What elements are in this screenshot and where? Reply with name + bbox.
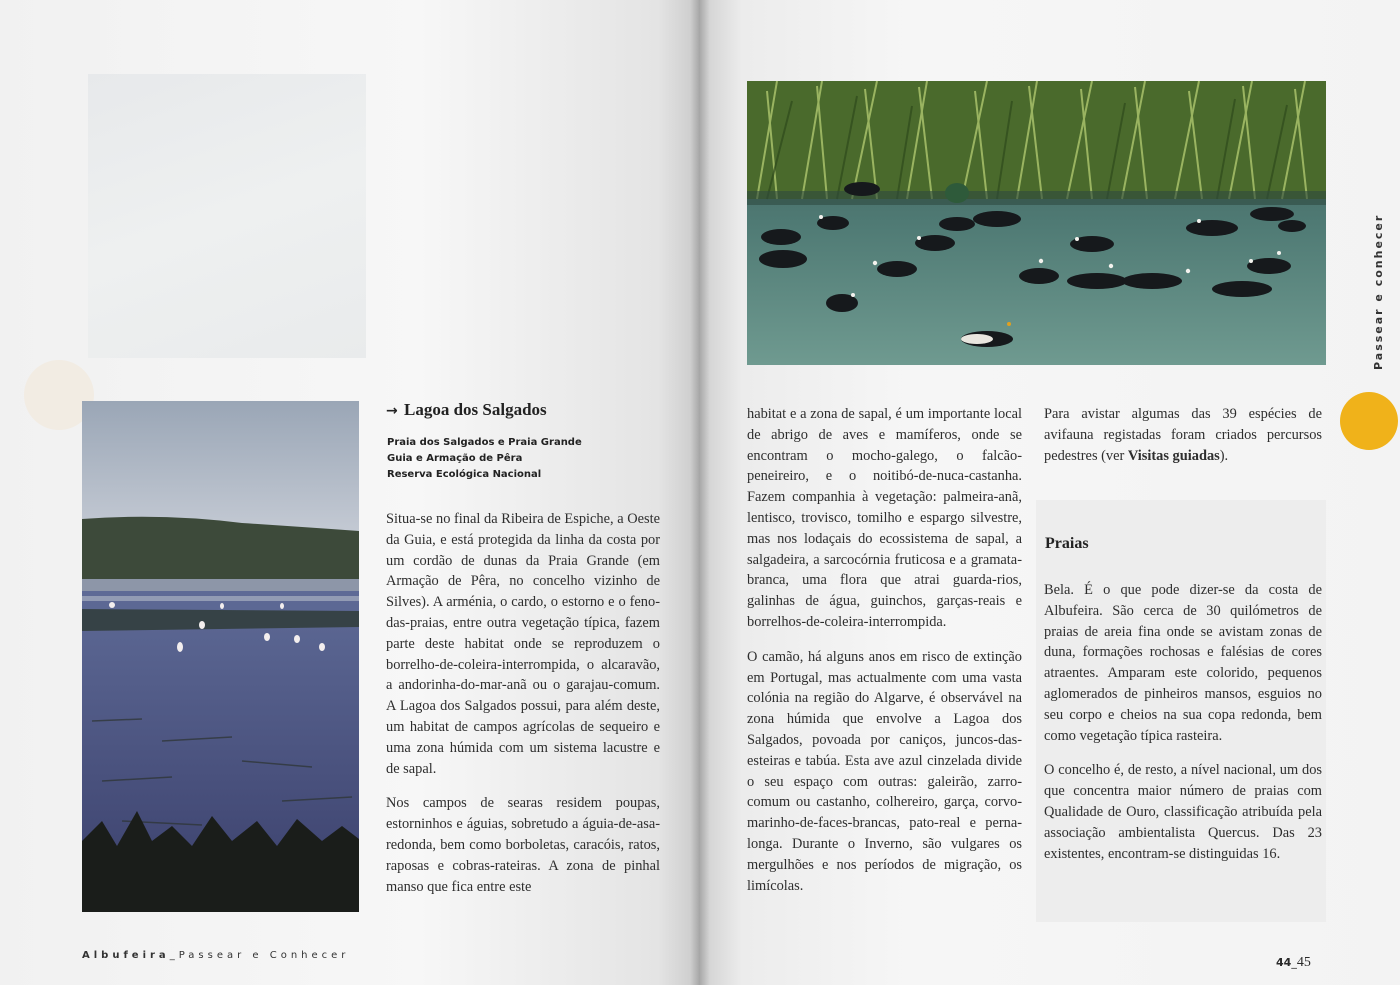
page-numbers (1276, 955, 1311, 971)
page-number-right: 45 (1296, 955, 1311, 970)
paragraph: O camão, há alguns anos em risco de extinção em Portugal, mas actualmente com uma vasta colónia na região do Algarve, é observável na zona húmida que envolve a Lagoa dos Salgados, povoada por caniços, juncos-das-esteiras e tabúa. Esta ave azul cinzelada divide o seu espaço com outras: galeirão, zarro-comum ou castanho, colhereiro, garça, corvo-marinho-de-faces-brancas, pato-real e perna-longa. Durante o Inverno, são vulgares os mergulhões e nos períodos de migração, os limícolas. (747, 648, 1022, 894)
vertical-section-label: Passear e conhecer (1372, 213, 1385, 370)
section-heading (386, 400, 666, 420)
subhead-line: Guia e Armação de Pêra (387, 453, 523, 464)
right-intro-text (1044, 404, 1322, 480)
paragraph: O concelho é, de resto, a nível nacional, um dos que concentra maior número de praias com Qualidade de Ouro, classificação atribuída pela associação ambientalista Quercus. Das 23 existentes, encontram-se distinguidas 16. (1044, 762, 1322, 862)
footer-subtitle: _Passear e Conhecer (169, 950, 350, 961)
location-subheads (387, 435, 667, 483)
arrow-icon: → (386, 403, 398, 419)
left-text-column (386, 509, 660, 911)
accent-circle (1340, 392, 1398, 450)
coots-photo (747, 81, 1326, 365)
paragraph: Situa-se no final da Ribeira de Espiche, a Oeste da Guia, e está protegida da linha da costa por um cordão de dunas da Praia Grande (em Armação de Pêra, no concelho vizinho de Silves). A arménia, o cardo, o estorno e o feno-das-praias, entre outra vegetação típica, fazem parte deste habitat onde se reproduzem o borrelho-de-coleira-interrompida, o alcaravão, a andorinha-do-mar-anã ou o garajau-comum. A Lagoa dos Salgados possui, para além deste, um habitat de campos agrícolas de sequeiro e uma zona húmida com um sistema lacustre e de sapal. (386, 511, 660, 777)
subhead-line: Reserva Ecológica Nacional (387, 469, 542, 480)
middle-text-column (747, 404, 1022, 910)
page-number-separator: _ (1291, 956, 1297, 969)
subhead-line: Praia dos Salgados e Praia Grande (387, 437, 582, 448)
intro-text-end: ). (1219, 447, 1229, 464)
paragraph (1044, 404, 1322, 466)
praias-text-column (1044, 580, 1322, 878)
paragraph: Nos campos de searas residem poupas, estorninhos e águias, sobretudo a águia-de-asa-redonda, bem como borboletas, caracóis, ratos, raposas e cobras-rateiras. A zona de pinhal manso que fica entre este (386, 795, 660, 895)
page-number-left: 44 (1276, 956, 1292, 969)
praias-heading: Praias (1045, 535, 1089, 552)
book-gutter (690, 0, 710, 985)
running-footer (82, 950, 349, 961)
lagoon-photo (82, 401, 359, 912)
intro-text: Para avistar algumas das 39 espécies de avifauna registadas foram criados percursos pedestres (ver (1044, 406, 1322, 464)
footer-brand: Albufeira (82, 950, 170, 961)
cross-reference: Visitas guiadas (1127, 447, 1220, 464)
paragraph: habitat e a zona de sapal, é um importante local de abrigo de aves e mamíferos, onde se encontram o mocho-galego, o falcão-peneireiro, e o noitibó-de-nuca-castanha. Fazem companhia à vegetação: palmeira-anã, lentisco, trovisco, tomilho e espargo silvestre, mas nos lodaçais do ecossistema de sapal, a salgadeira, a sarcocórnia fruticosa e a gramata-branca, uma flora que atrai guarda-rios, galinhas de água, guinchos, garças-reais e borrelhos-de-coleira-interrompida. (747, 406, 1022, 630)
faded-photo-placeholder (88, 74, 366, 358)
paragraph: Bela. É o que pode dizer-se da costa de Albufeira. São cerca de 30 quilómetros de praias de areia fina onde se avistam zonas de duna, formações rochosas e falésias de cores atraentes. Amparam este colorido, pequenos aglomerados de pinheiros mansos, esguios no seu corpo e cheios na sua copa redonda, bem como vegetação típica rasteira. (1044, 582, 1322, 744)
heading-text: Lagoa dos Salgados (403, 400, 547, 419)
